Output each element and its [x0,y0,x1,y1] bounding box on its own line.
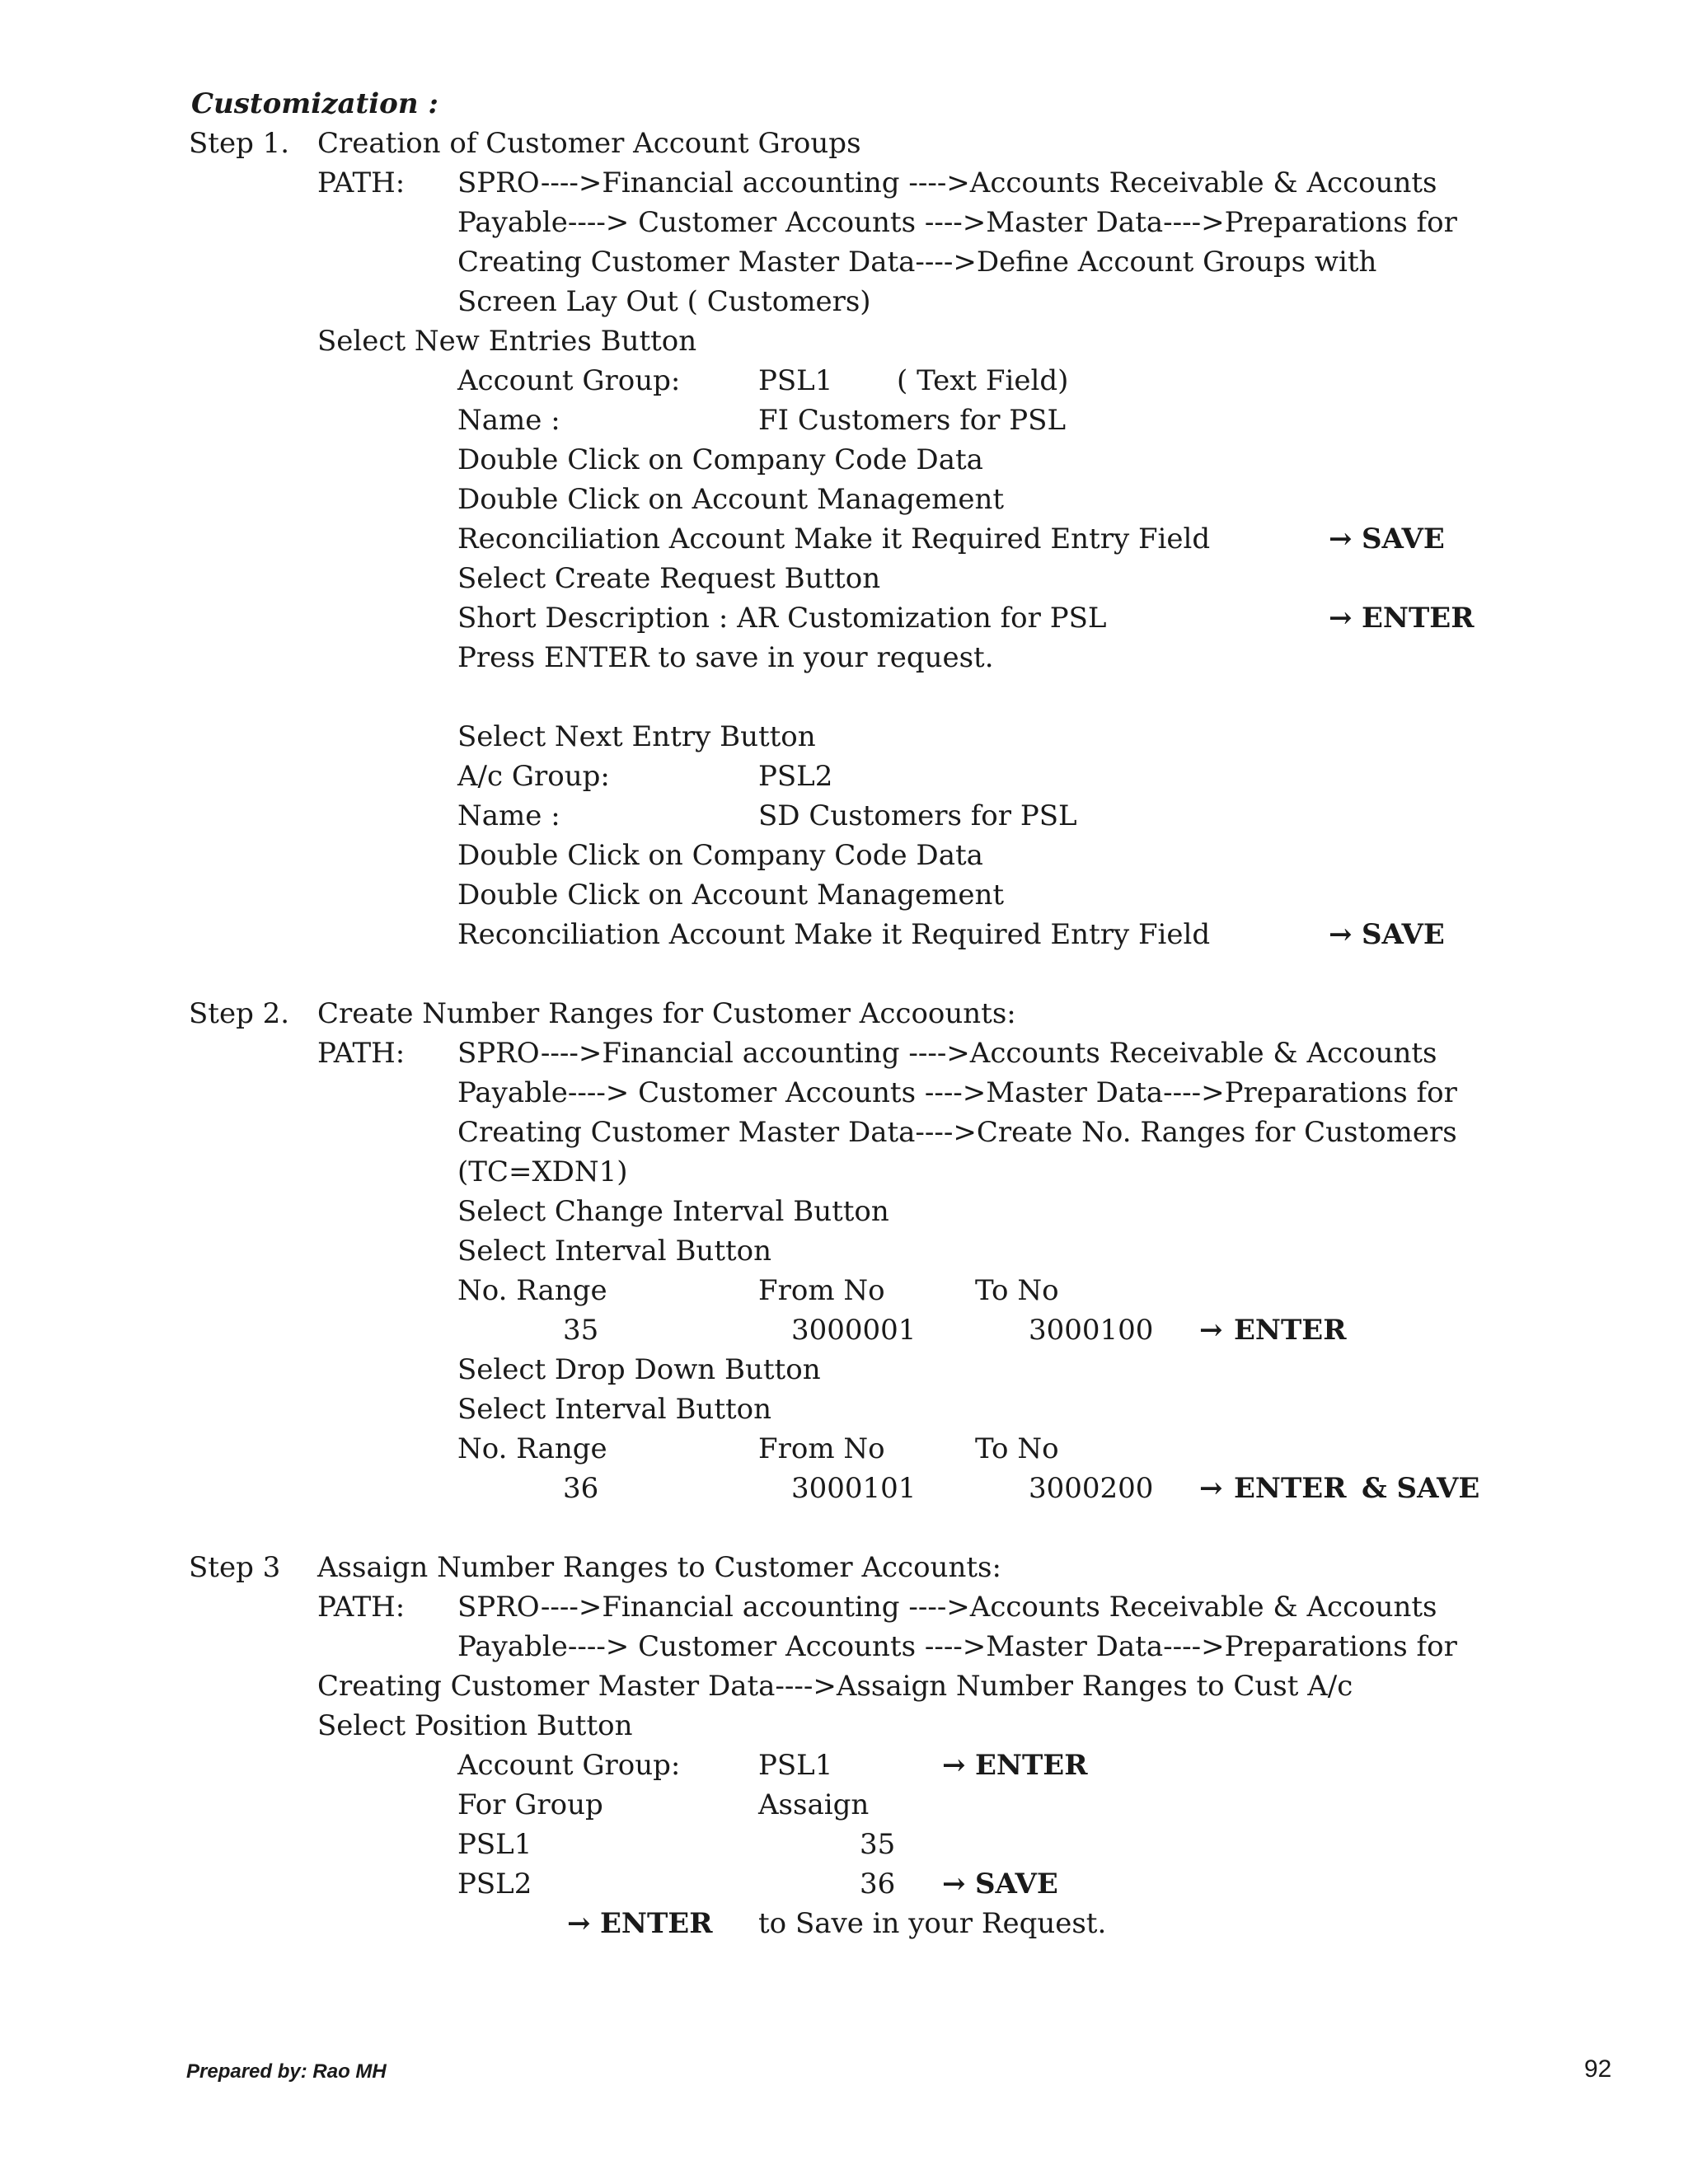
arrow-right-icon: → [1199,1472,1223,1505]
step2-path-line: Creating Customer Master Data---->Create No. Ranges for Customers [457,1116,1457,1149]
enter-action: ENTER [1234,1314,1347,1347]
range-number: 36 [563,1472,599,1505]
press-enter: Press ENTER to save in your request. [457,641,994,674]
acct-group-note: ( Text Field) [897,364,1069,397]
recon-instruction: Reconciliation Account Make it Required Entry Field [457,918,1211,951]
next-entry: Select Next Entry Button [457,720,816,753]
col-assaign: Assaign [758,1788,870,1821]
acct-group-value: PSL1 [758,364,833,397]
enter-action: ENTER [1234,1472,1347,1505]
step3-heading: Assaign Number Ranges to Customer Accounts: [317,1551,1001,1584]
page-number: 92 [1584,2055,1612,2083]
dbl-account-mgmt: Double Click on Account Management [457,483,1005,516]
acct-group-label: Account Group: [457,364,681,397]
group-name: PSL2 [457,1868,532,1900]
select-position: Select Position Button [317,1709,633,1742]
select-drop-down: Select Drop Down Button [457,1353,821,1386]
change-interval: Select Change Interval Button [457,1195,889,1228]
save-action: SAVE [1362,523,1445,555]
step1-path-label: PATH: [317,166,406,199]
create-request: Select Create Request Button [457,562,881,595]
step2-path-line: SPRO---->Financial accounting ---->Accounts Receivable & Accounts [457,1037,1437,1070]
col-no-range: No. Range [457,1432,607,1465]
step3-label: Step 3 [189,1551,281,1584]
range-number: 35 [563,1314,599,1347]
dbl-account-mgmt: Double Click on Account Management [457,879,1005,912]
step1-path-line: Screen Lay Out ( Customers) [457,285,871,318]
select-interval: Select Interval Button [457,1393,772,1426]
name-value: SD Customers for PSL [758,799,1077,832]
arrow-right-icon: → [1329,523,1353,555]
save-action: SAVE [1362,918,1445,951]
ac-group-value: PSL2 [758,760,833,793]
recon-instruction: Reconciliation Account Make it Required Entry Field [457,523,1211,555]
name-label: Name : [457,799,560,832]
name-value: FI Customers for PSL [758,404,1067,437]
short-description: Short Description : AR Customization for PSL [457,602,1107,635]
page-title: Customization : [191,87,438,120]
step3-path-line: SPRO---->Financial accounting ---->Accounts Receivable & Accounts [457,1591,1437,1624]
col-to-no: To No [975,1274,1059,1307]
col-from-no: From No [758,1432,885,1465]
step2-label: Step 2. [189,997,290,1030]
step1-label: Step 1. [189,127,290,160]
step2-path-line: (TC=XDN1) [457,1155,628,1188]
enter-action: ENTER [600,1907,713,1940]
save-action: & SAVE [1362,1472,1480,1505]
arrow-right-icon: → [942,1749,966,1782]
acct-group-label: Account Group: [457,1749,681,1782]
group-range: 36 [860,1868,896,1900]
final-instruction: to Save in your Request. [758,1907,1107,1940]
dbl-company-code: Double Click on Company Code Data [457,839,983,872]
arrow-right-icon: → [1199,1314,1223,1347]
to-number: 3000200 [1029,1472,1154,1505]
step1-heading: Creation of Customer Account Groups [317,127,861,160]
step2-path-label: PATH: [317,1037,406,1070]
name-label: Name : [457,404,560,437]
from-number: 3000001 [791,1314,917,1347]
step2-path-line: Payable----> Customer Accounts ---->Master Data---->Preparations for [457,1076,1457,1109]
arrow-right-icon: → [567,1907,591,1940]
col-to-no: To No [975,1432,1059,1465]
arrow-right-icon: → [1329,918,1353,951]
ac-group-label: A/c Group: [457,760,610,793]
from-number: 3000101 [791,1472,917,1505]
step3-path-line: Payable----> Customer Accounts ---->Master Data---->Preparations for [457,1630,1457,1663]
col-from-no: From No [758,1274,885,1307]
step2-heading: Create Number Ranges for Customer Accoounts: [317,997,1016,1030]
step1-path-line: Creating Customer Master Data---->Define Account Groups with [457,246,1377,279]
arrow-right-icon: → [1329,602,1353,635]
save-action: SAVE [975,1868,1058,1900]
col-for-group: For Group [457,1788,603,1821]
to-number: 3000100 [1029,1314,1154,1347]
group-name: PSL1 [457,1828,532,1861]
select-interval: Select Interval Button [457,1235,772,1268]
arrow-right-icon: → [942,1868,966,1900]
dbl-company-code: Double Click on Company Code Data [457,443,983,476]
group-range: 35 [860,1828,896,1861]
enter-action: ENTER [975,1749,1088,1782]
enter-action: ENTER [1362,602,1475,635]
col-no-range: No. Range [457,1274,607,1307]
acct-group-value: PSL1 [758,1749,833,1782]
step3-path-label: PATH: [317,1591,406,1624]
step1-path-line: Payable----> Customer Accounts ---->Master Data---->Preparations for [457,206,1457,239]
step3-path-line: Creating Customer Master Data---->Assaign Number Ranges to Cust A/c [317,1670,1353,1703]
step1-path-line: SPRO---->Financial accounting ---->Accounts Receivable & Accounts [457,166,1437,199]
prepared-by: Prepared by: Rao MH [186,2060,387,2083]
step1-select-new: Select New Entries Button [317,325,697,358]
